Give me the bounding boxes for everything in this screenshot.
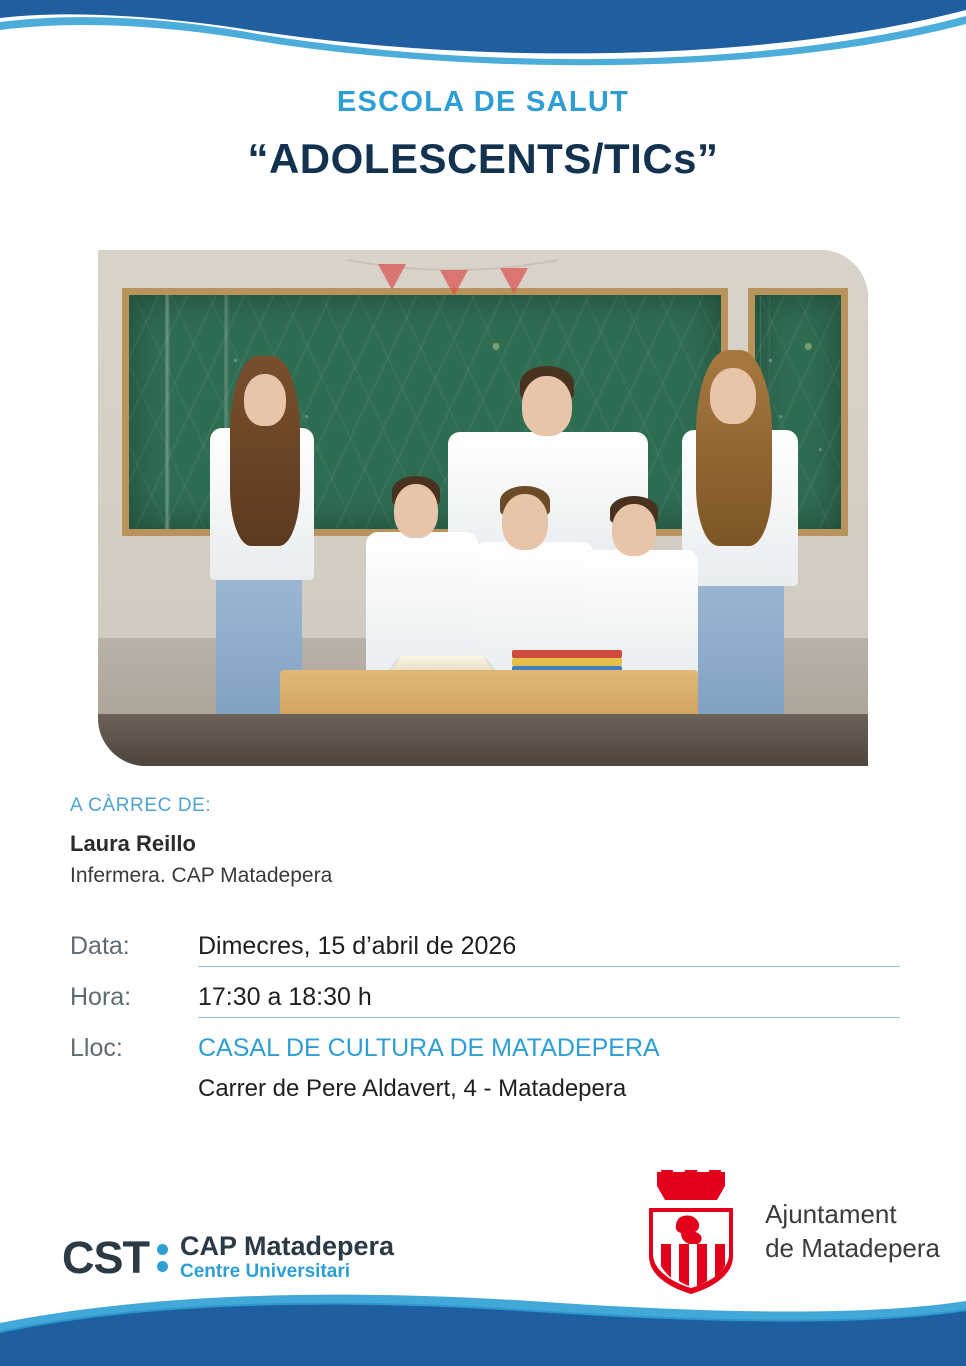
detail-row-time [70, 983, 900, 1018]
student-back-head [522, 376, 572, 436]
speaker-label: A CÀRREC DE: [70, 795, 212, 816]
time-label: Hora: [70, 983, 132, 1011]
cst-line1: CAP Matadepera [180, 1231, 395, 1262]
coat-of-arms-icon [639, 1170, 743, 1294]
date-label: Data: [70, 932, 130, 960]
kicker-text: ESCOLA DE SALUT [336, 86, 630, 118]
ajuntament-line2: de Matadepera [765, 1233, 940, 1263]
event-details [70, 932, 900, 1119]
logo-ajuntament [639, 1170, 940, 1294]
student-front-right-head [612, 504, 656, 556]
speaker-name: Laura Reillo [70, 831, 196, 856]
student-right-head [710, 368, 756, 424]
logo-cst [62, 1232, 394, 1284]
time-value: 17:30 a 18:30 h [198, 983, 900, 1018]
cst-wordmark: CST [62, 1232, 149, 1283]
place-address: Carrer de Pere Aldavert, 4 - Matadepera [198, 1075, 627, 1102]
cst-line2: Centre Universitari [180, 1260, 351, 1282]
hero-photo [98, 250, 868, 766]
place-label: Lloc: [70, 1034, 123, 1062]
place-value: CASAL DE CULTURA DE MATADEPERA [198, 1034, 660, 1062]
ajuntament-lockup-text [765, 1198, 940, 1266]
classroom-floor [98, 714, 868, 766]
classroom-scene [98, 250, 868, 766]
student-left-face [244, 374, 286, 426]
student-front-left-head [394, 484, 438, 538]
cst-lockup-text [180, 1232, 394, 1283]
detail-row-place [70, 1034, 900, 1103]
speaker-role: Infermera. CAP Matadepera [70, 864, 333, 887]
bunting-decoration [348, 256, 558, 300]
speaker-block [70, 795, 890, 888]
detail-row-date [70, 932, 900, 967]
student-front-centre-head [502, 494, 548, 550]
cst-dots-icon [157, 1244, 168, 1272]
ajuntament-line1: Ajuntament [765, 1199, 897, 1230]
date-value: Dimecres, 15 d’abril de 2026 [198, 932, 900, 967]
page-title: “ADOLESCENTS/TICs” [247, 135, 719, 182]
header-block [0, 86, 966, 183]
decorative-wave-top [0, 0, 966, 70]
